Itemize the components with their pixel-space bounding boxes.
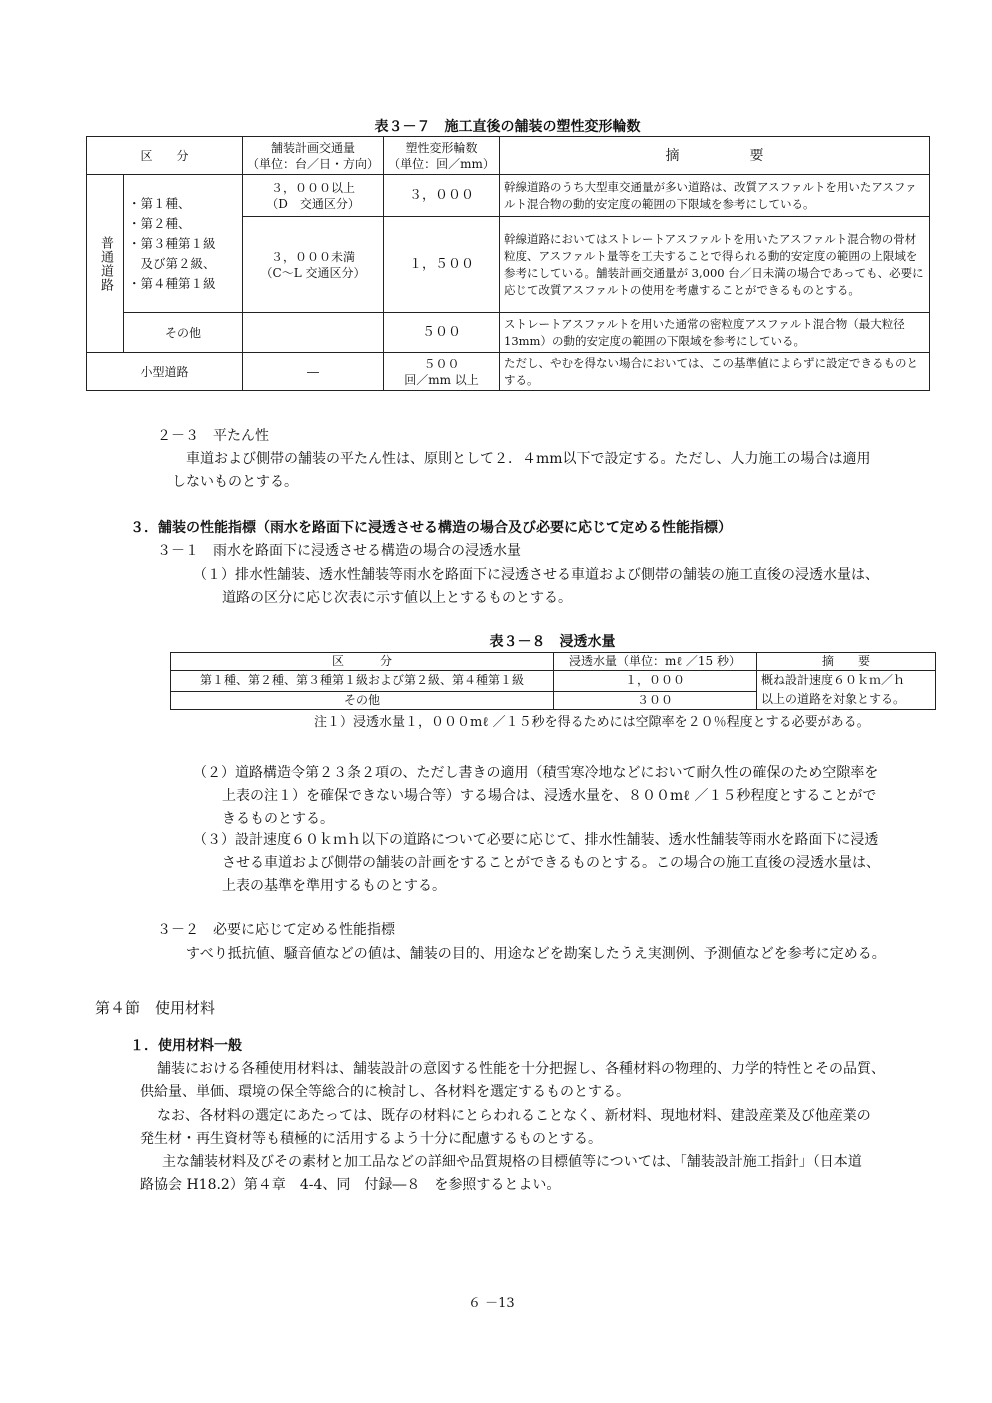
item3-line1: （３）設計速度６０ｋｍｈ以下の道路について必要に応じて、排水性舗装、透水性舗装等雨水を路面下に浸透 (193, 832, 879, 848)
sec4-p2-line1: なお、各材料の選定にあたっては、既存の材料にとらわれることなく、新材料、現地材料、建設産業及び他産業の (157, 1108, 871, 1124)
t38-summary (757, 671, 936, 710)
t38-row1-kubun: 第１種、第２種、第３種第１級および第２級、第４種第１級 (171, 671, 554, 692)
road-class-3: ・第３種第１級 (128, 235, 216, 251)
t38-row2-kubun: その他 (171, 691, 554, 709)
header-deform-line2: （単位：回／mm） (388, 156, 495, 171)
item3-line3: 上表の基準を準用するものとする。 (222, 878, 446, 894)
road-class-list (124, 175, 243, 313)
sec4-p3-line1: 主な舗装材料及びその素材と加工品などの詳細や品質規格の目標値等については、「舗装設計施工指針」（日本道 (162, 1154, 862, 1170)
t38-summary-line1: 概ね設計速度６０ｋｍ／ｈ (761, 673, 906, 687)
row2-traffic-line1: ３，０００未満 (271, 249, 356, 264)
sec4-p1-line2: 供給量、単価、環境の保全等総合的に検討し、各材料を選定するものとする。 (140, 1084, 630, 1100)
row2-traffic (243, 217, 384, 313)
row1-traffic-line1: ３，０００以上 (271, 180, 356, 195)
road-class-4: 及び第２級、 (128, 255, 216, 271)
t38-row1-water: １，０００ (554, 671, 757, 692)
header-traffic (243, 137, 384, 175)
header-deform-line1: 塑性変形輪数 (405, 140, 478, 155)
row3-label: その他 (124, 313, 243, 353)
sec4-p1-line1: 舗装における各種使用材料は、舗装設計の意図する性能を十分把握し、各種材料の物理的、力学的特性とその品質、 (157, 1061, 885, 1077)
page-number: ６ －13 (468, 1296, 515, 1311)
item3-line2: させる車道および側帯の舗装の計画をすることができるものとする。この場合の施工直後の浸透水量は、 (222, 855, 880, 871)
header-traffic-line1: 舗装計画交通量 (271, 140, 356, 155)
header-kubun: 区 分 (87, 137, 243, 175)
row4-traffic: ― (243, 353, 384, 391)
sec4-sub1-heading: １．使用材料一般 (130, 1038, 242, 1054)
road-class-2: ・第２種、 (128, 215, 191, 231)
t38-header-summary: 摘 要 (757, 653, 936, 671)
futsu-road-label: 普通道路 (87, 175, 124, 353)
row4-deform-line1: ５００ (423, 356, 460, 371)
road-class-5: ・第４種第１級 (128, 275, 216, 291)
row2-summary: 幹線道路においてはストレートアスファルトを用いたアスファルト混合物の骨材粒度、アスファルト量等を工夫することで得られる動的安定度の範囲の上限域を参考にしている。舗装計画交通量が 3,000 台／日未満の場合であっても、必要に応じて改質アスファルトの使用を考慮することができるものとする。 (500, 217, 930, 313)
row2-deform: １，５００ (384, 217, 500, 313)
row2-traffic-line2: （C～L 交通区分） (260, 265, 366, 280)
road-class-1: ・第１種、 (128, 195, 191, 211)
row3-summary: ストレートアスファルトを用いた通常の密粒度アスファルト混合物（最大粒径 13mm）の動的安定度の範囲の下限域を参考にしている。 (500, 313, 930, 353)
table37-caption: 表３－７ 施工直後の舗装の塑性変形輪数 (374, 119, 641, 135)
item2-line3: きるものとする。 (222, 811, 334, 827)
item2-line2: 上表の注１）を確保できない場合等）する場合は、浸透水量を、８００mℓ ／１５秒程度とすることがで (222, 788, 877, 804)
row3-deform: ５００ (384, 313, 500, 353)
row1-traffic (243, 175, 384, 217)
t38-summary-line2: 以上の道路を対象とする。 (761, 692, 906, 706)
row1-traffic-line2: （D 交通区分） (266, 196, 360, 211)
sec3-heading: ３．舗装の性能指標（雨水を路面下に浸透させる構造の場合及び必要に応じて定める性能指標） (130, 520, 732, 536)
sec4-p3-line2: 路協会 H18.2）第４章 4-4、同 付録―８ を参照するとよい。 (140, 1177, 561, 1193)
t38-note: 注１）浸透水量１，０００mℓ ／１５秒を得るためには空隙率を２０％程度とする必要がある。 (314, 715, 870, 730)
item1-line1: （１）排水性舗装、透水性舗装等雨水を路面下に浸透させる車道および側帯の舗装の施工直後の浸透水量は、 (193, 567, 879, 583)
t38-header-water: 浸透水量（単位：mℓ ／15 秒） (554, 653, 757, 671)
table38-caption: 表３－８ 浸透水量 (489, 634, 616, 650)
table38 (170, 652, 936, 710)
table37 (86, 136, 930, 391)
sec4-heading: 第４節 使用材料 (95, 999, 216, 1017)
header-summary: 摘 要 (500, 137, 930, 175)
sec23-body-line1: 車道および側帯の舗装の平たん性は、原則として２．４mm以下で設定する。ただし、人力施工の場合は適用 (186, 451, 871, 467)
row4-deform (384, 353, 500, 391)
sec32-heading: ３－２ 必要に応じて定める性能指標 (157, 922, 395, 938)
row4-label: 小型道路 (87, 353, 243, 391)
row1-summary: 幹線道路のうち大型車交通量が多い道路は、改質アスファルトを用いたアスファルト混合物の動的安定度の範囲の下限域を参考にしている。 (500, 175, 930, 217)
row4-summary: ただし、やむを得ない場合においては、この基準値によらずに設定できるものとする。 (500, 353, 930, 391)
header-deform (384, 137, 500, 175)
item1-line2: 道路の区分に応じ次表に示す値以上とするものとする。 (222, 590, 572, 606)
t38-row2-water: ３００ (554, 691, 757, 709)
sec23-body-line2: しないものとする。 (172, 474, 298, 490)
row1-deform: ３，０００ (384, 175, 500, 217)
sec23-heading: ２－３ 平たん性 (157, 428, 269, 444)
row4-deform-line2: 回／mm 以上 (404, 372, 479, 387)
sec31-heading: ３－１ 雨水を路面下に浸透させる構造の場合の浸透水量 (157, 543, 521, 559)
header-traffic-line2: （単位：台／日・方向） (247, 156, 380, 171)
sec32-body: すべり抵抗値、騒音値などの値は、舗装の目的、用途などを勘案したうえ実測例、予測値などを参考に定める。 (186, 946, 886, 962)
sec4-p2-line2: 発生材・再生資材等も積極的に活用するよう十分に配慮するものとする。 (140, 1131, 602, 1147)
t38-header-kubun: 区 分 (171, 653, 554, 671)
item2-line1: （２）道路構造令第２３条２項の、ただし書きの適用（積雪寒冷地などにおいて耐久性の確保のため空隙率を (193, 765, 879, 781)
row3-traffic (243, 313, 384, 353)
